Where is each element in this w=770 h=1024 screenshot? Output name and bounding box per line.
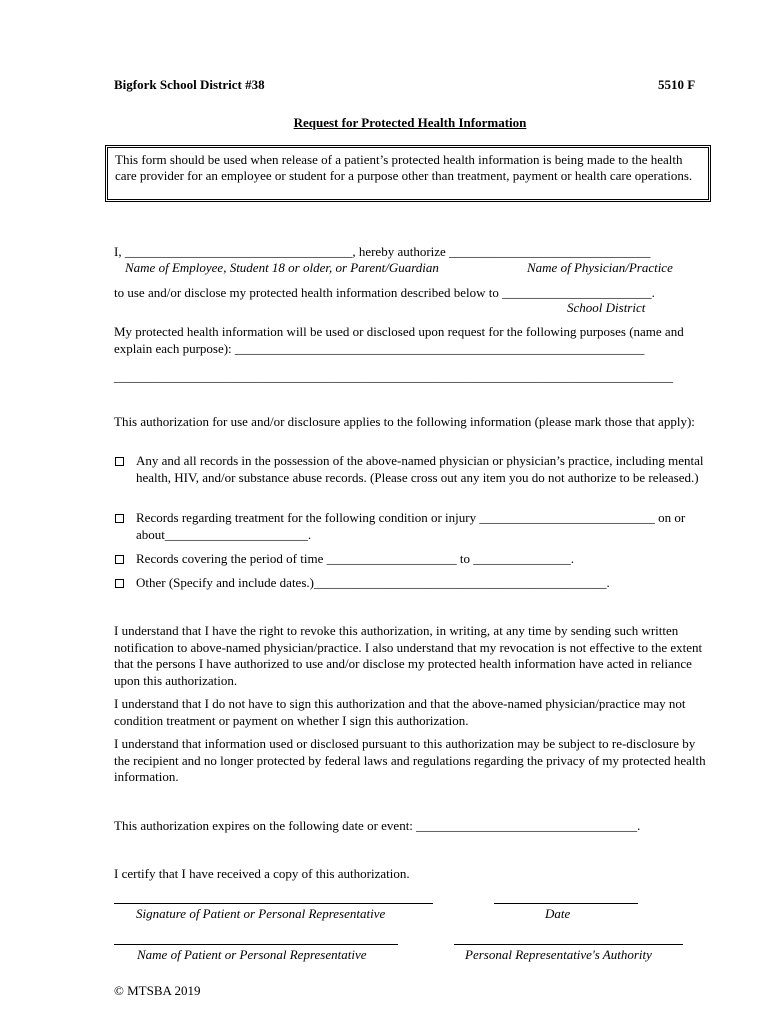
signature-line [114,903,433,904]
purpose-text: My protected health information will be used or disclosed upon request for the following purposes (name and explain each purpose): _______________________________________________________________ [114,324,684,356]
purpose-blank-line: ______________________________________________________________________________________ [114,369,673,384]
statement-redisclosure: I understand that information used or disclosed pursuant to this authorization may be subject to re-disclosure by the recipient and no longer protected by federal laws and regulations regarding the privacy of my protected health information. [114,736,706,784]
authority-line [454,944,683,945]
caption-authority: Personal Representative's Authority [465,947,652,962]
date-line [494,903,638,904]
caption-requester-name: Name of Employee, Student 18 or older, or Parent/Guardian [125,260,439,275]
checkbox-condition-records[interactable] [115,514,124,523]
caption-signature: Signature of Patient or Personal Representative [136,906,386,921]
expiration-line: This authorization expires on the following date or event: __________________________________. [114,818,641,833]
form-number: 5510 F [658,77,696,92]
statement-revoke: I understand that I have the right to revoke this authorization, in writing, at any time by sending such written notification to above-named physician/practice. I also understand that my revocation is not effective to the extent that the persons I have authorized to use and/or disclose my protected health information have acted in reliance upon this authorization. [114,623,703,688]
form-title [0,115,770,131]
name-line [114,944,398,945]
option-period-records: Records covering the period of time ____________________ to _______________. [136,551,574,566]
caption-name: Name of Patient or Personal Representative [137,947,367,962]
option-other: Other (Specify and include dates.)_____________________________________________. [136,575,610,590]
notice-box: This form should be used when release of a patient’s protected health information is being made to the health care provider for an employee or student for a purpose other than treatment, payment or health care operations. [105,145,711,202]
disclose-line: to use and/or disclose my protected health information described below to _______________________. [114,285,655,300]
checkbox-period-records[interactable] [115,555,124,564]
option-all-records: Any and all records in the possession of the above-named physician or physician’s practice, including mental health, HIV, and/or substance abuse records. (Please cross out any item you do not authorize to be released.) [136,453,704,485]
form-title-text: Request for Protected Health Information [293,115,527,130]
statement-no-condition: I understand that I do not have to sign this authorization and that the above-named physician/practice may not condition treatment or payment on whether I sign this authorization. [114,696,686,728]
option-condition-records: Records regarding treatment for the following condition or injury ___________________________ on or about______________________. [136,510,686,542]
caption-physician: Name of Physician/Practice [527,260,673,275]
certify-text: I certify that I have received a copy of this authorization. [114,866,410,881]
applies-intro: This authorization for use and/or disclosure applies to the following information (please mark those that apply): [114,414,695,429]
district-name: Bigfork School District #38 [114,77,265,92]
caption-school-district: School District [567,300,646,315]
authorize-line: I, ___________________________________, hereby authorize _______________________________ [114,244,651,259]
caption-date: Date [545,906,571,921]
copyright-footer: © MTSBA 2019 [114,983,201,998]
checkbox-all-records[interactable] [115,457,124,466]
checkbox-other[interactable] [115,579,124,588]
